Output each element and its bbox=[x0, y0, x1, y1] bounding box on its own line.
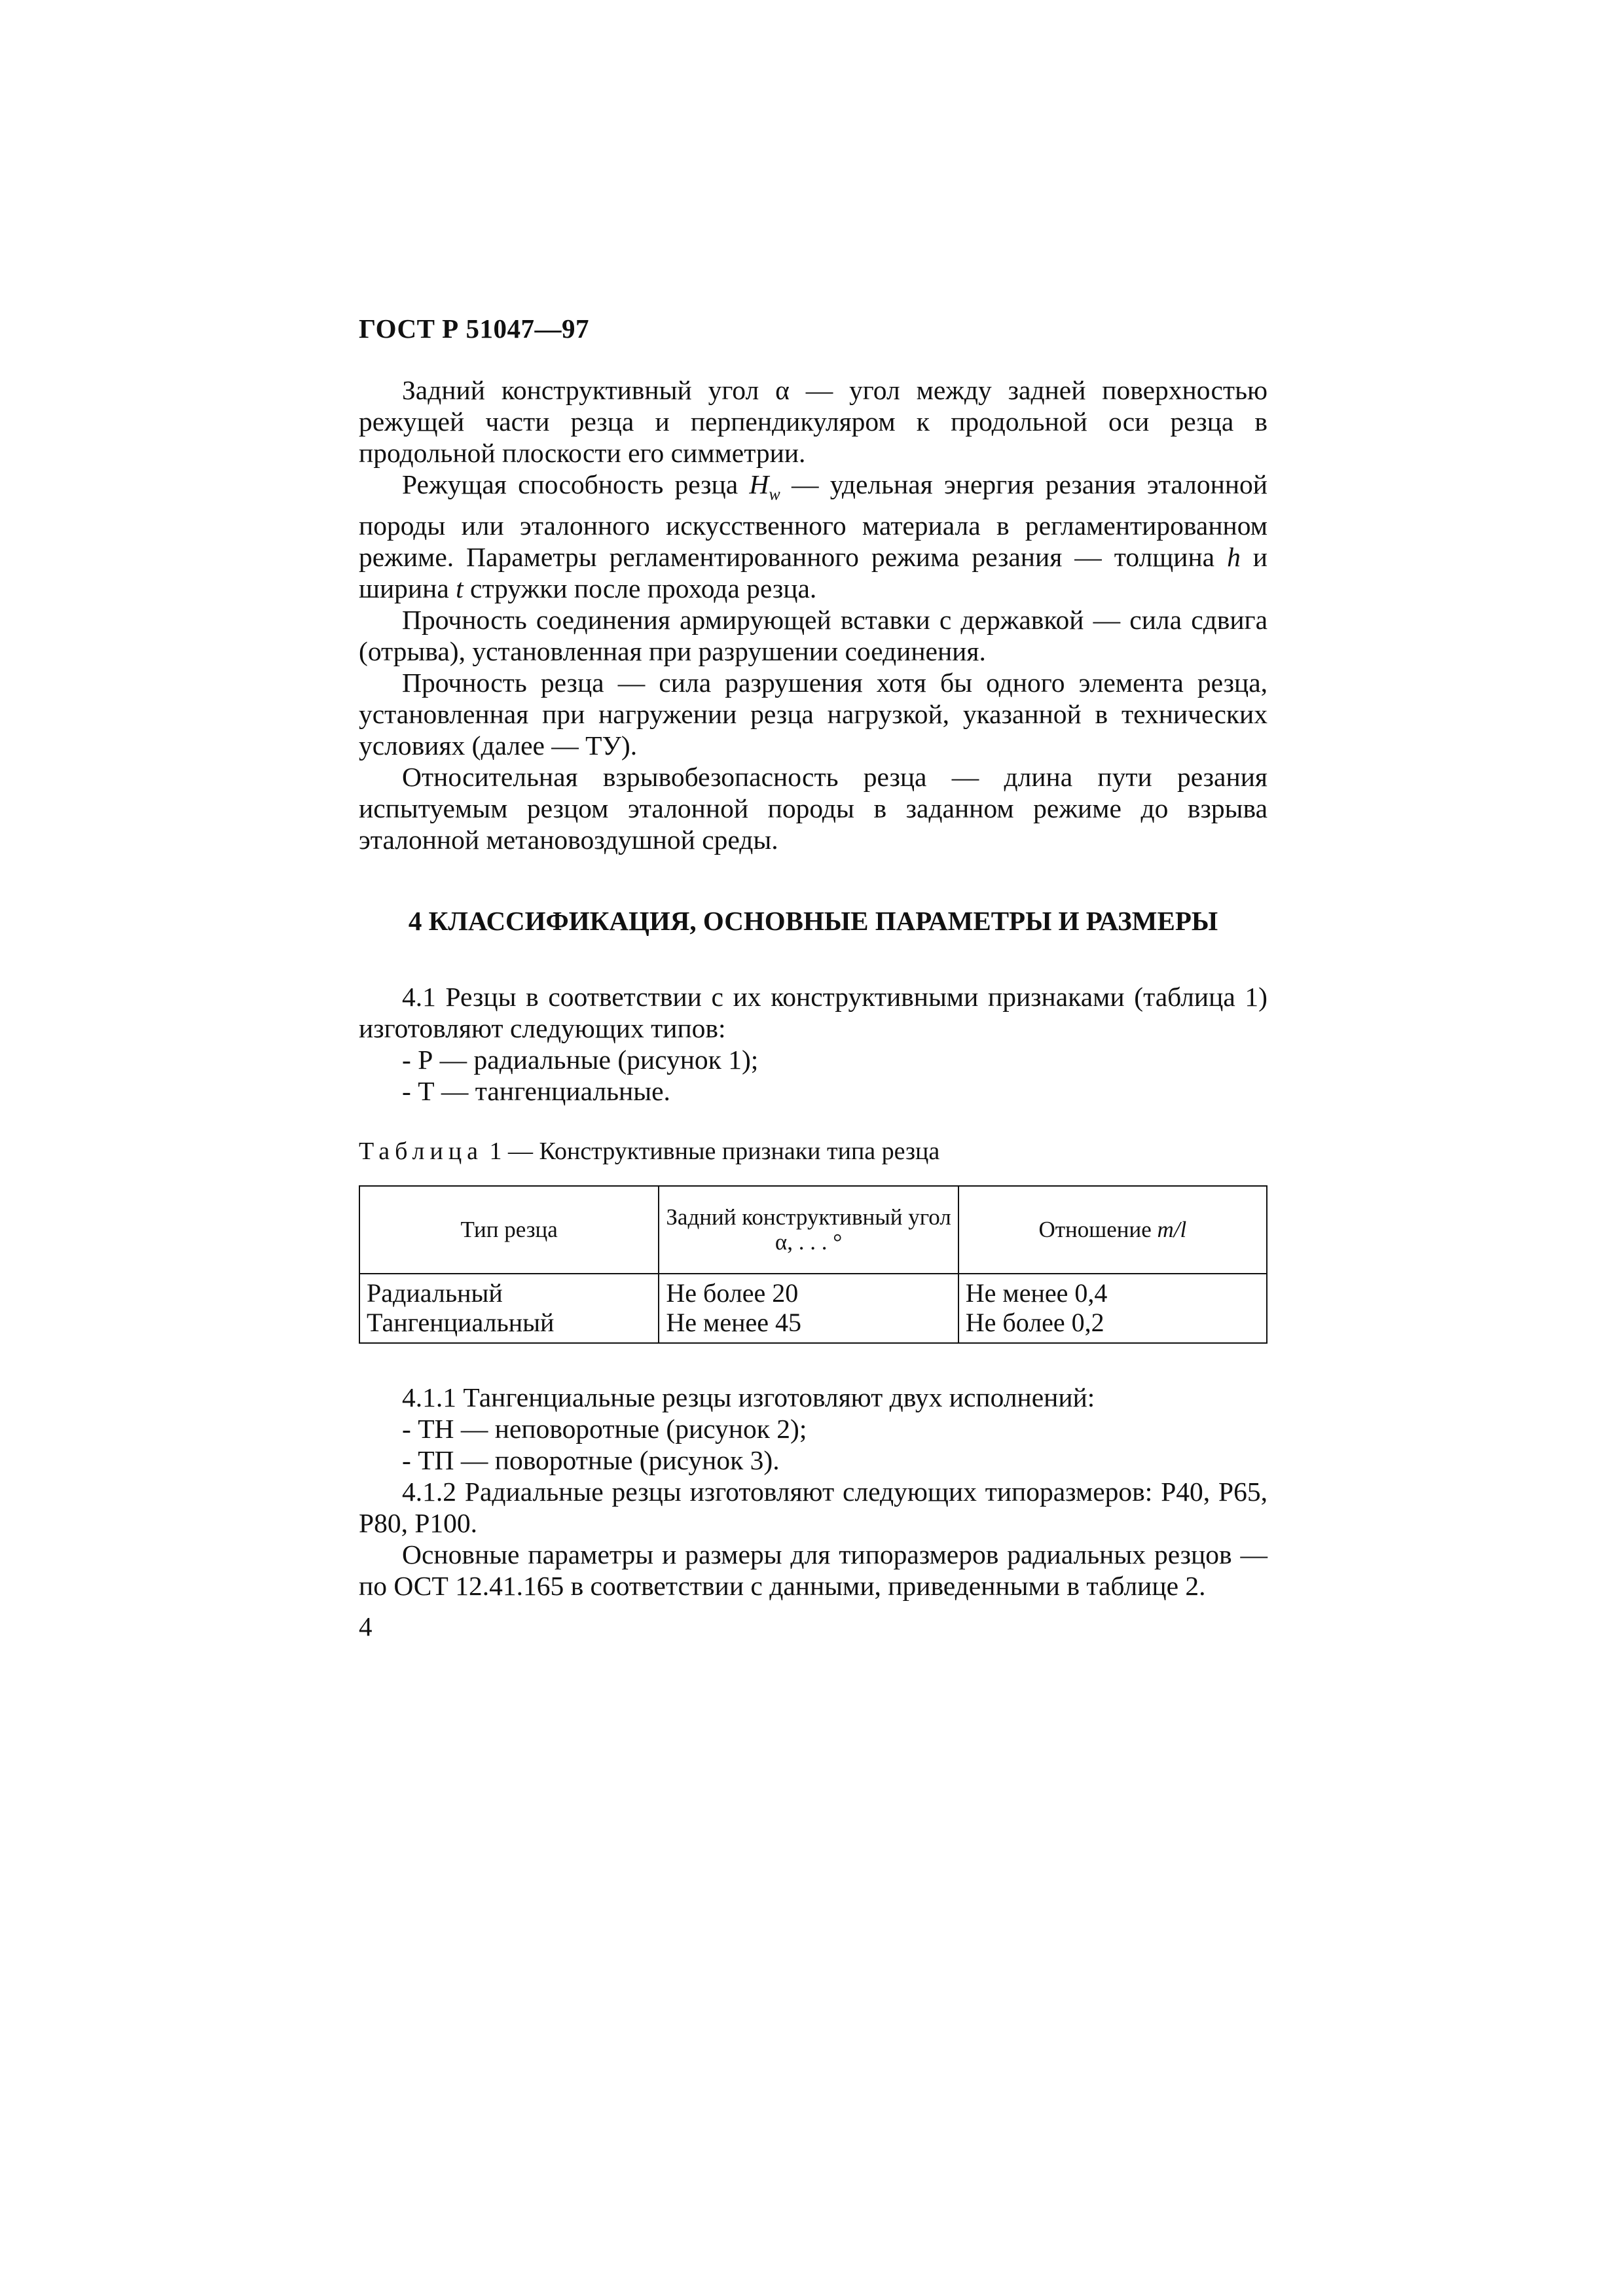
section-title: 4 КЛАССИФИКАЦИЯ, ОСНОВНЫЕ ПАРАМЕТРЫ И РАЗМЕРЫ bbox=[408, 906, 1218, 937]
table-row bbox=[359, 1274, 1267, 1343]
paragraph-4-1-1: 4.1.1 Тангенциальные резцы изготовляют двух исполнений: bbox=[402, 1382, 1095, 1413]
list-item: - ТН — неповоротные (рисунок 2); bbox=[402, 1414, 807, 1444]
paragraph-4-1-2: 4.1.2 Радиальные резцы изготовляют следующих типоразмеров: Р40, Р65, Р80, Р100. bbox=[359, 1477, 1267, 1539]
table-header: Отношение m/l bbox=[958, 1186, 1267, 1274]
table-1 bbox=[359, 1185, 1267, 1344]
list-item: - Р — радиальные (рисунок 1); bbox=[402, 1045, 759, 1075]
table-cell: Не менее 0,4 Не более 0,2 bbox=[958, 1274, 1267, 1343]
paragraph-cutting-ability: Режущая способность резца $H_w$ — удельная энергия резания эталонной породы или эталонного искусственного материала в регламентированном режиме. Параметры регламентированного режима резания — толщина h и ширина t стружки после прохода резца. bbox=[359, 469, 1268, 604]
document-header: ГОСТ Р 51047—97 bbox=[359, 314, 589, 344]
table-cell: Радиальный Тангенциальный bbox=[359, 1274, 659, 1343]
table-cell: Не более 20 Не менее 45 bbox=[659, 1274, 958, 1343]
list-4-1-1 bbox=[359, 1413, 1267, 1476]
paragraph-cutter-strength: Прочность резца — сила разрушения хотя бы одного элемента резца, установленная при нагружении резца нагрузкой, указанной в технических условиях (далее — ТУ). bbox=[359, 668, 1267, 761]
paragraph-main-parameters: Основные параметры и размеры для типоразмеров радиальных резцов — по ОСТ 12.41.165 в соответствии с данными, приведенными в таблице 2. bbox=[359, 1539, 1267, 1602]
paragraph-explosion-safety: Относительная взрывобезопасность резца — длина пути резания испытуемым резцом эталонной породы в заданном режиме до взрыва эталонной метановоздушной среды. bbox=[359, 762, 1267, 855]
page-number: 4 bbox=[359, 1611, 373, 1642]
list-item: - ТП — поворотные (рисунок 3). bbox=[402, 1445, 780, 1476]
document-page bbox=[359, 313, 1267, 1642]
table-header: Задний конструктивный угол α, . . . ° bbox=[659, 1186, 958, 1274]
list-item: - Т — тангенциальные. bbox=[402, 1076, 670, 1107]
table-caption: Таблица 1 — Конструктивные признаки типа резца bbox=[359, 1138, 940, 1166]
paragraph-4-1: 4.1 Резцы в соответствии с их конструктивными признаками (таблица 1) изготовляют следующих типов: bbox=[359, 982, 1267, 1044]
table-header: Тип резца bbox=[359, 1186, 659, 1274]
paragraph-rake-angle: Задний конструктивный угол α — угол между задней поверхностью режущей части резца и перпендикуляром к продольной оси резца в продольной плоскости его симметрии. bbox=[359, 375, 1267, 468]
list-4-1 bbox=[359, 1044, 1267, 1107]
paragraph-joint-strength: Прочность соединения армирующей вставки с державкой — сила сдвига (отрыва), установленная при разрушении соединения. bbox=[359, 605, 1267, 667]
